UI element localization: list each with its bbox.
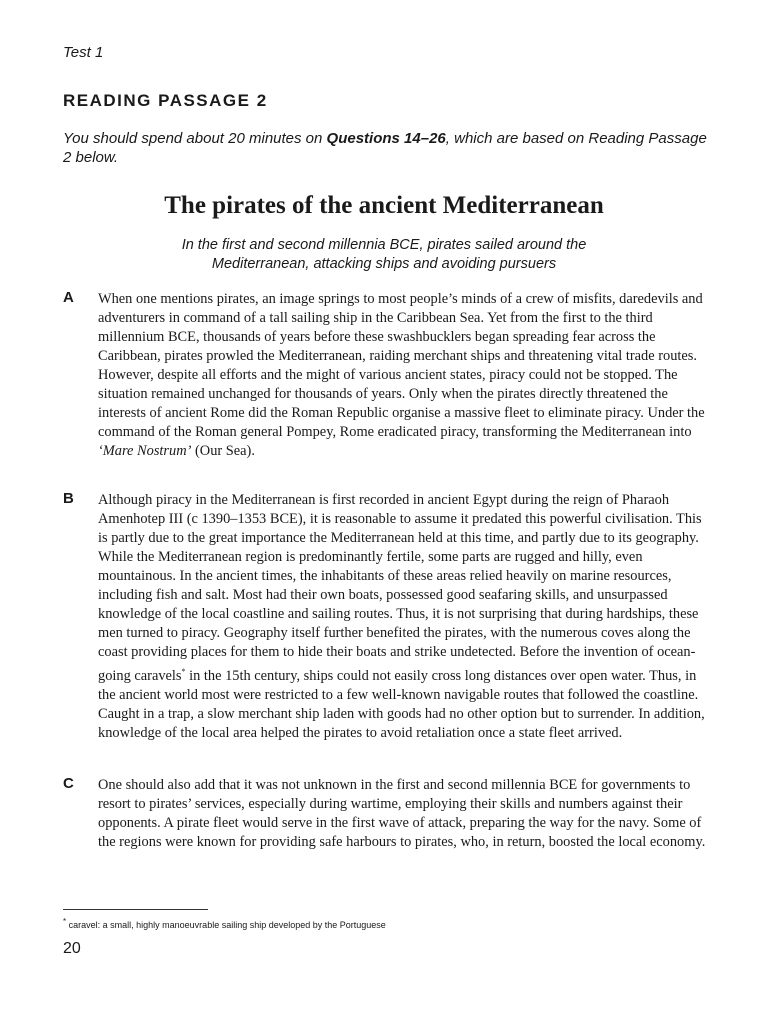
section-heading: READING PASSAGE 2 [63,91,268,110]
paragraph-a-tail: (Our Sea). [191,443,255,459]
footnote-divider [63,909,208,910]
article-subtitle: In the first and second millennia BCE, pirates sailed around the Mediterranean, attacking ships and avoiding pursuers [181,237,587,272]
paragraph-a-text: When one mentions pirates, an image springs to most people’s minds of a crew of misfits, daredevils and adventurers in command of a tall sailing ship in the Caribbean Sea. Yet from the first to the third millennium BCE, thousands of years before these swashbucklers began spreading fear across the Caribbean, pirates prowled the Mediterranean, raiding merchant ships and threatening vital trade routes. However, despite all efforts and the might of various ancient states, piracy could not be stopped. The situation remained unchanged for thousands of years. Only when the pirates directly threatened the interests of ancient Rome did the Roman Republic organise a massive fleet to eliminate piracy. Under the command of the Roman general Pompey, Rome eradicated piracy, transforming the Mediterranean into [98,291,705,440]
paragraph-c: One should also add that it was not unknown in the first and second millennia BCE for governments to resort to pirates’ services, especially during wartime, employing their skills and numbers against their opponents. A pirate fleet would serve in the first wave of attack, preparing the way for the navy. Some of the regions were known for providing safe harbours to pirates, who, in return, boosted the local economy. [98,777,706,850]
page-number: 20 [63,940,81,957]
paragraph-a [98,290,712,461]
paragraph-letter-b: B [63,490,74,507]
footnote-marker: * [63,917,67,926]
footnote [63,917,386,930]
instruction-questions: Questions 14–26 [326,130,446,147]
paragraph-b-tail: in the 15th century, ships could not easily cross long distances over open water. Thus, in the ancient world most were restricted to a few well-known navigable routes that followed the coastline. Caught in a trap, a slow merchant ship laden with goods had no other option but to surrender. In addition, knowledge of the local area helped the pirates to avoid retaliation once a state fleet arrived. [98,667,705,741]
paragraph-b-text: Although piracy in the Mediterranean is first recorded in ancient Egypt during the reign of Pharaoh Amenhotep III (c 1390–1353 BCE), it is reasonable to assume it predated this powerful civilisation. This is partly due to the great importance the Mediterranean held at this time, and partly due to its geography. While the Mediterranean region is predominantly fertile, some parts are rugged and hilly, even mountainous. In the ancient times, the inhabitants of these areas relied heavily on marine resources, including fish and salt. Most had their own boats, possessed good seafaring skills, and unsurpassed knowledge of the local coastline and sailing routes. Thus, it is not surprising that during hardships, these men turned to piracy. Geography itself further benefited the pirates, with the numerous coves along the coast providing places for them to hide their boats and strike undetected. Before the invention of ocean-going caravels [98,492,702,684]
article-title: The pirates of the ancient Mediterranean [164,192,604,219]
paragraph-letter-a: A [63,289,74,306]
instruction [63,129,713,167]
footnote-reference: * [181,667,186,676]
paragraph-b [98,491,712,743]
paragraph-a-italic: ‘Mare Nostrum’ [98,443,192,459]
instruction-prefix: You should spend about 20 minutes on [63,130,327,147]
footnote-text: caravel: a small, highly manoeuvrable sailing ship developed by the Portuguese [66,920,386,930]
instruction-suffix: , which are based on Reading Passage 2 below. [63,130,707,166]
test-label: Test 1 [63,44,104,61]
paragraph-letter-c: C [63,775,74,792]
